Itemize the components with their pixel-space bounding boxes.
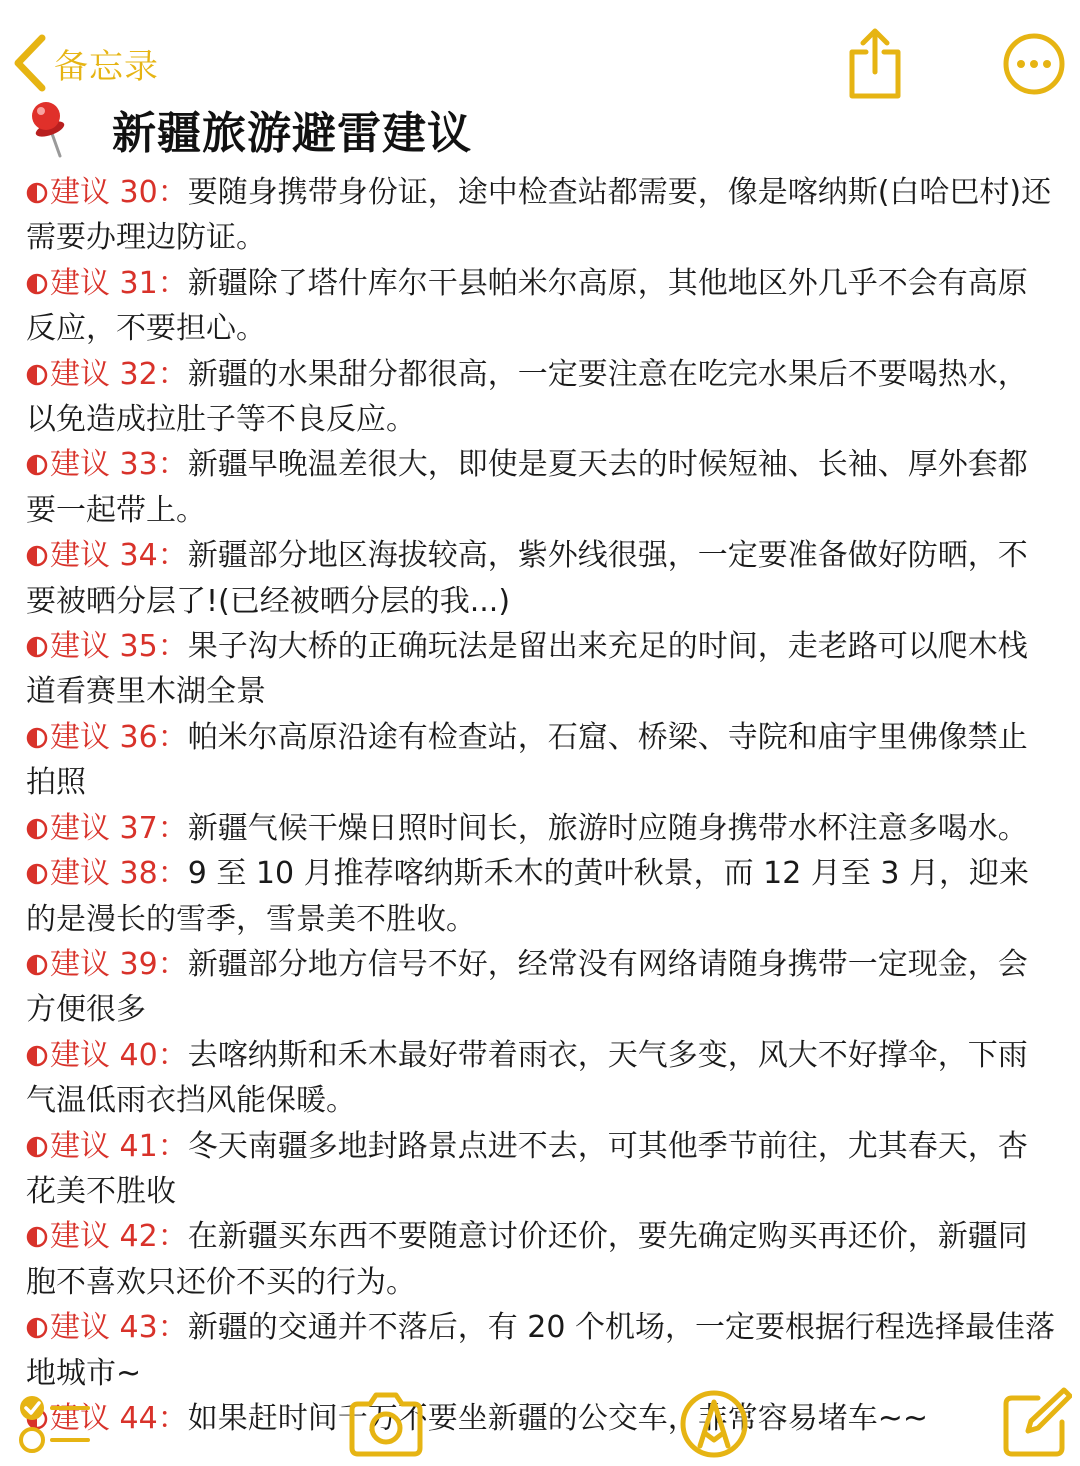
ellipsis-circle-icon[interactable] <box>1002 32 1066 96</box>
half-circle-bullet-icon <box>26 1045 48 1067</box>
tip-text: 去喀纳斯和禾木最好带着雨衣，天气多变，风大不好撑伞，下雨气温低雨衣挡风能保暖。 <box>26 1037 1028 1119</box>
tip-text: 9 至 10 月推荐喀纳斯禾木的黄叶秋景，而 12 月至 3 月，迎来的是漫长的雪季，雪景美不胜收。 <box>26 856 1029 937</box>
list-item <box>26 715 1056 806</box>
list-item <box>26 442 1056 533</box>
list-item <box>26 1033 1056 1124</box>
note-body[interactable] <box>26 170 1056 1441</box>
tip-text: 新疆部分地方信号不好，经常没有网络请随身携带一定现金，会方便很多 <box>26 946 1028 1028</box>
tip-text: 新疆的水果甜分都很高，一定要注意在吃完水果后不要喝热水，以免造成拉肚子等不良反应。 <box>26 356 1028 438</box>
tip-label: 建议 37： <box>50 810 188 846</box>
half-circle-bullet-icon <box>26 1136 48 1158</box>
half-circle-bullet-icon <box>26 1317 48 1339</box>
half-circle-bullet-icon <box>26 273 48 295</box>
tip-text: 在新疆买东西不要随意讨价还价，要先确定购买再还价，新疆同胞不喜欢只还价不买的行为。 <box>26 1219 1028 1300</box>
tip-label: 建议 33： <box>50 447 188 483</box>
top-nav-bar <box>0 0 1080 100</box>
tip-label: 建议 36： <box>50 719 188 755</box>
bottom-toolbar <box>0 1384 1080 1466</box>
tip-label: 建议 44： <box>50 1400 188 1436</box>
tip-label: 建议 41： <box>50 1128 188 1164</box>
list-item <box>26 851 1056 942</box>
list-item <box>26 1305 1056 1396</box>
list-item <box>26 352 1056 443</box>
tip-label: 建议 38： <box>50 856 188 892</box>
chevron-left-icon <box>12 34 48 92</box>
back-button[interactable] <box>12 32 159 94</box>
half-circle-bullet-icon <box>26 727 48 749</box>
tip-label: 建议 35： <box>50 629 188 665</box>
tip-label: 建议 39： <box>50 946 188 982</box>
markup-pen-icon[interactable] <box>678 1384 750 1464</box>
tip-text: 如果赶时间千万不要坐新疆的公交车，非常容易堵车~~ <box>187 1400 928 1436</box>
tip-text: 冬天南疆多地封路景点进不去，可其他季节前往，尤其春天，杏花美不胜收 <box>26 1128 1028 1209</box>
tip-text: 要随身携带身份证，途中检查站都需要，像是喀纳斯(白哈巴村)还需要办理边防证。 <box>26 175 1052 256</box>
tip-label: 建议 40： <box>50 1037 188 1073</box>
half-circle-bullet-icon <box>26 182 48 204</box>
half-circle-bullet-icon <box>26 818 48 840</box>
list-item <box>26 533 1056 624</box>
note-title-row <box>24 96 472 162</box>
tip-text: 新疆早晚温差很大，即使是夏天去的时候短袖、长袖、厚外套都要一起带上。 <box>26 447 1028 528</box>
tip-label: 建议 34： <box>50 538 188 574</box>
checklist-icon[interactable] <box>16 1392 92 1456</box>
tip-label: 建议 42： <box>50 1219 188 1255</box>
half-circle-bullet-icon <box>26 636 48 658</box>
half-circle-bullet-icon <box>26 954 48 976</box>
share-icon[interactable] <box>844 26 906 100</box>
tip-label: 建议 32： <box>50 356 188 392</box>
half-circle-bullet-icon <box>26 863 48 885</box>
camera-icon[interactable] <box>346 1388 426 1458</box>
back-label: 备忘录 <box>54 46 159 87</box>
list-item <box>26 806 1056 851</box>
compose-icon[interactable] <box>1000 1384 1072 1458</box>
list-item <box>26 170 1056 261</box>
half-circle-bullet-icon <box>26 545 48 567</box>
tip-text: 新疆的交通并不落后，有 20 个机场，一定要根据行程选择最佳落地城市~ <box>26 1310 1055 1391</box>
tip-text: 帕米尔高原沿途有检查站，石窟、桥梁、寺院和庙宇里佛像禁止拍照 <box>26 719 1028 801</box>
list-item <box>26 942 1056 1033</box>
tip-label: 建议 31： <box>50 265 188 301</box>
half-circle-bullet-icon <box>26 1226 48 1248</box>
pushpin-icon <box>24 98 78 160</box>
list-item <box>26 624 1056 715</box>
list-item <box>26 1124 1056 1215</box>
tip-text: 新疆部分地区海拔较高，紫外线很强，一定要准备做好防晒，不要被晒分层了!(已经被晒分层的我...) <box>26 538 1028 619</box>
tip-text: 果子沟大桥的正确玩法是留出来充足的时间，走老路可以爬木栈道看赛里木湖全景 <box>26 629 1028 710</box>
tip-label: 建议 30： <box>50 175 188 210</box>
half-circle-bullet-icon <box>26 454 48 476</box>
list-item <box>26 261 1056 352</box>
note-title: 新疆旅游避雷建议 <box>112 108 472 159</box>
tip-text: 新疆气候干燥日照时间长，旅游时应随身携带水杯注意多喝水。 <box>187 810 1028 846</box>
list-item <box>26 1214 1056 1305</box>
half-circle-bullet-icon <box>26 364 48 386</box>
tip-label: 建议 43： <box>50 1310 188 1346</box>
tip-text: 新疆除了塔什库尔干县帕米尔高原，其他地区外几乎不会有高原反应，不要担心。 <box>26 265 1028 347</box>
